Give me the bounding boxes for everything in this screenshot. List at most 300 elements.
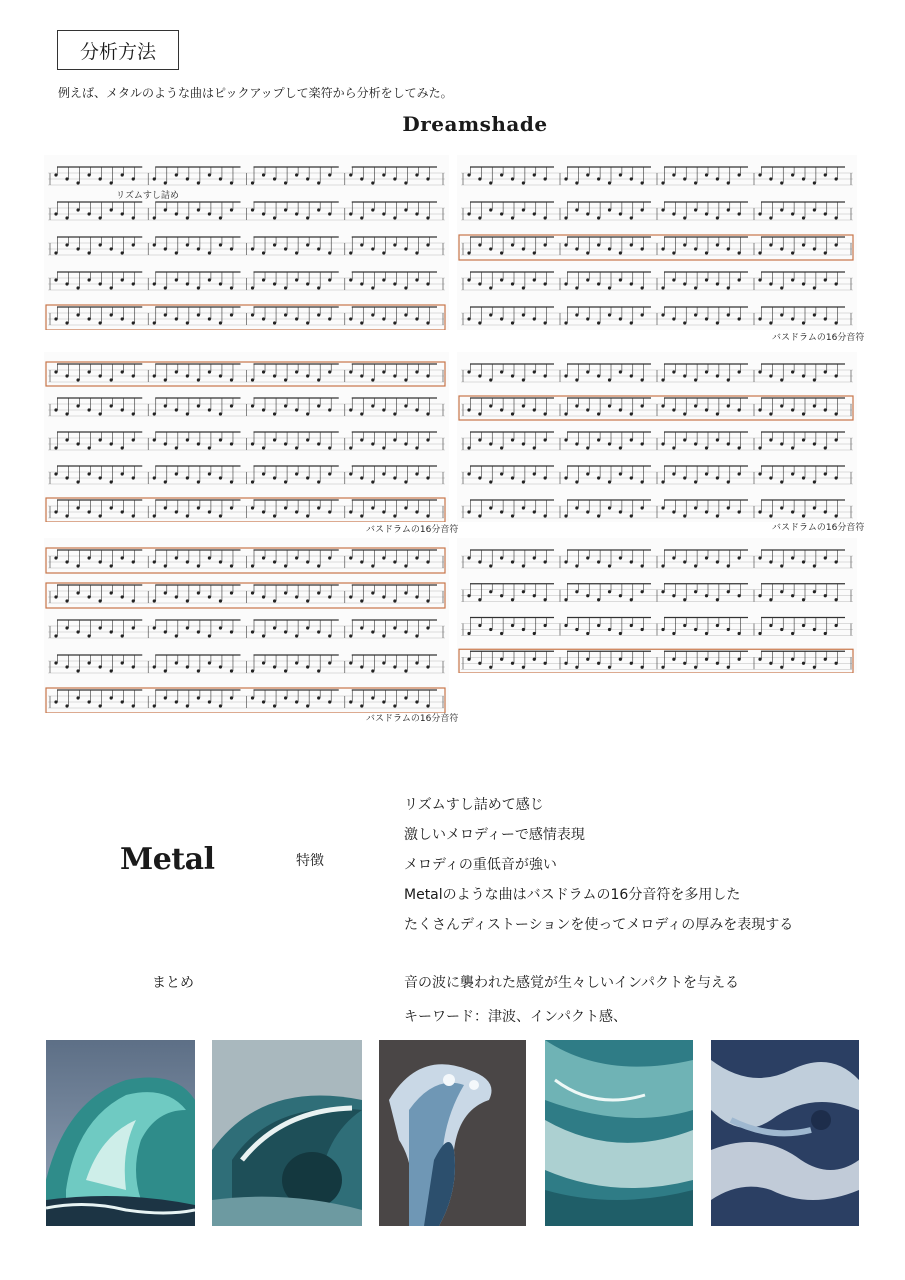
note-head (87, 634, 90, 637)
note-head (262, 173, 265, 176)
note-head (824, 556, 827, 559)
note-head (371, 442, 374, 445)
note-head (426, 216, 429, 219)
note-head (306, 177, 309, 180)
note-head (175, 700, 178, 703)
note-head (802, 662, 805, 665)
note-head (835, 438, 838, 441)
note-head (597, 243, 600, 246)
note-head (630, 476, 633, 479)
note-head (208, 634, 211, 637)
note-head (317, 696, 320, 699)
note-head (727, 628, 730, 631)
note-head (511, 476, 514, 479)
note-head (575, 286, 578, 289)
note-head (608, 247, 611, 250)
note-head (328, 278, 331, 281)
note-head (404, 669, 407, 672)
note-head (219, 704, 222, 707)
note-head (597, 624, 600, 627)
note-head (586, 446, 589, 449)
drum-score-panel-3 (44, 352, 449, 522)
note-head (802, 560, 805, 563)
note-head (54, 173, 57, 176)
note-head (371, 208, 374, 211)
note-head (415, 173, 418, 176)
note-head (533, 472, 536, 475)
note-head (544, 177, 547, 180)
note-head (415, 595, 418, 598)
note-head (489, 378, 492, 381)
note-head (564, 412, 567, 415)
note-head (522, 506, 525, 509)
note-head (295, 408, 298, 411)
note-head (716, 662, 719, 665)
note-head (153, 374, 156, 377)
note-head (597, 514, 600, 517)
note-head (349, 661, 352, 664)
note-head (564, 321, 567, 324)
note-head (813, 247, 816, 250)
note-head (824, 510, 827, 513)
note-head (110, 313, 113, 316)
note-head (317, 181, 320, 184)
note-head (835, 216, 838, 219)
note-head (197, 506, 200, 509)
note-head (608, 480, 611, 483)
note-head (415, 278, 418, 281)
note-head (153, 177, 156, 180)
note-head (404, 286, 407, 289)
note-head (641, 181, 644, 184)
note-head (317, 378, 320, 381)
note-head (99, 626, 102, 629)
note-head (672, 212, 675, 215)
note-head (544, 476, 547, 479)
note-head (489, 628, 492, 631)
note-head (415, 317, 418, 320)
note-head (87, 370, 90, 373)
note-head (478, 598, 481, 601)
note-head (489, 208, 492, 211)
note-head (87, 661, 90, 664)
note-head (349, 472, 352, 475)
note-head (99, 321, 102, 324)
note-head (121, 700, 124, 703)
note-head (54, 472, 57, 475)
note-head (630, 560, 633, 563)
note-head (99, 560, 102, 563)
note-head (694, 480, 697, 483)
note-head (500, 556, 503, 559)
note-head (121, 212, 124, 215)
note-head (738, 408, 741, 411)
note-head (76, 442, 79, 445)
note-head (295, 472, 298, 475)
note-head (738, 251, 741, 254)
note-head (404, 208, 407, 211)
note-head (619, 173, 622, 176)
note-head (835, 243, 838, 246)
note-head (522, 247, 525, 250)
note-head (317, 630, 320, 633)
note-head (791, 472, 794, 475)
note-head (306, 412, 309, 415)
note-head (121, 446, 124, 449)
note-head (415, 370, 418, 373)
note-head (415, 408, 418, 411)
note-head (780, 247, 783, 250)
note-head (835, 412, 838, 415)
note-head (284, 181, 287, 184)
note-head (393, 438, 396, 441)
note-head (641, 286, 644, 289)
note-head (835, 624, 838, 627)
note-head (415, 634, 418, 637)
rhythm-annotation: リズムすし詰め (116, 191, 179, 201)
note-head (575, 404, 578, 407)
note-head (219, 438, 222, 441)
note-head (716, 438, 719, 441)
note-head (672, 658, 675, 661)
note-head (586, 594, 589, 597)
note-head (219, 243, 222, 246)
note-head (295, 510, 298, 513)
note-head (328, 700, 331, 703)
note-head (597, 560, 600, 563)
note-head (197, 564, 200, 567)
note-head (328, 317, 331, 320)
note-head (426, 665, 429, 668)
note-head (802, 374, 805, 377)
feature-item: Metalのような曲はバスドラムの16分音符を多用した (404, 887, 741, 903)
note-head (835, 560, 838, 563)
note-head (262, 212, 265, 215)
note-head (186, 438, 189, 441)
note-head (780, 286, 783, 289)
note-head (295, 317, 298, 320)
note-head (382, 595, 385, 598)
note-head (619, 658, 622, 661)
note-head (153, 321, 156, 324)
feature-item: メロディの重低音が強い (404, 857, 557, 873)
note-head (813, 442, 816, 445)
note-head (393, 282, 396, 285)
note-head (511, 514, 514, 517)
note-head (683, 662, 686, 665)
note-head (415, 212, 418, 215)
note-head (705, 317, 708, 320)
note-head (780, 181, 783, 184)
note-head (608, 506, 611, 509)
note-head (467, 446, 470, 449)
note-head (533, 446, 536, 449)
note-head (705, 594, 708, 597)
drum-score-panel-5 (44, 538, 449, 713)
note-head (262, 472, 265, 475)
note-head (76, 247, 79, 250)
note-head (478, 321, 481, 324)
note-head (511, 177, 514, 180)
note-head (661, 378, 664, 381)
note-head (727, 480, 730, 483)
note-head (306, 374, 309, 377)
note-head (467, 556, 470, 559)
note-head (99, 282, 102, 285)
note-head (716, 216, 719, 219)
note-head (132, 412, 135, 415)
note-head (164, 247, 167, 250)
note-head (208, 510, 211, 513)
note-head (769, 216, 772, 219)
note-head (349, 408, 352, 411)
note-head (727, 564, 730, 567)
note-head (683, 177, 686, 180)
note-head (661, 313, 664, 316)
note-head (54, 446, 57, 449)
note-head (586, 278, 589, 281)
note-head (360, 216, 363, 219)
note-head (99, 177, 102, 180)
note-head (426, 704, 429, 707)
note-head (328, 446, 331, 449)
note-head (371, 404, 374, 407)
note-head (575, 181, 578, 184)
note-head (672, 173, 675, 176)
note-head (87, 510, 90, 513)
note-head (738, 173, 741, 176)
note-head (273, 321, 276, 324)
note-head (791, 446, 794, 449)
note-head (87, 317, 90, 320)
note-head (727, 404, 730, 407)
note-head (371, 506, 374, 509)
note-head (360, 476, 363, 479)
note-head (273, 514, 276, 517)
note-head (99, 412, 102, 415)
note-head (511, 282, 514, 285)
note-head (110, 286, 113, 289)
note-head (87, 212, 90, 215)
note-head (295, 251, 298, 254)
note-head (415, 472, 418, 475)
note-head (306, 476, 309, 479)
note-head (54, 556, 57, 559)
note-head (478, 476, 481, 479)
note-head (219, 216, 222, 219)
note-head (694, 404, 697, 407)
note-head (371, 630, 374, 633)
note-head (175, 370, 178, 373)
note-head (694, 564, 697, 567)
note-head (544, 216, 547, 219)
note-head (121, 472, 124, 475)
note-head (824, 370, 827, 373)
note-head (230, 404, 233, 407)
note-head (683, 514, 686, 517)
note-head (608, 181, 611, 184)
note-head (87, 700, 90, 703)
note-head (533, 632, 536, 635)
note-head (727, 442, 730, 445)
note-head (284, 208, 287, 211)
note-head (54, 595, 57, 598)
note-head (564, 624, 567, 627)
note-head (780, 480, 783, 483)
note-head (219, 374, 222, 377)
note-head (349, 278, 352, 281)
note-head (121, 370, 124, 373)
note-head (208, 251, 211, 254)
note-head (694, 442, 697, 445)
note-head (230, 247, 233, 250)
note-head (597, 476, 600, 479)
note-head (769, 476, 772, 479)
note-head (175, 634, 178, 637)
note-head (544, 321, 547, 324)
note-head (76, 506, 79, 509)
wave-photo-3 (379, 1040, 526, 1226)
note-head (769, 177, 772, 180)
note-head (683, 598, 686, 601)
note-head (328, 510, 331, 513)
note-head (641, 628, 644, 631)
note-head (802, 243, 805, 246)
note-head (575, 628, 578, 631)
note-head (65, 514, 68, 517)
note-head (672, 408, 675, 411)
note-head (164, 286, 167, 289)
note-head (824, 251, 827, 254)
note-head (65, 626, 68, 629)
note-head (791, 408, 794, 411)
note-head (511, 216, 514, 219)
note-head (694, 286, 697, 289)
summary-statement: 音の波に襲われた感覚が生々しいインパクトを与える (404, 975, 740, 991)
note-head (489, 313, 492, 316)
features-list (404, 790, 793, 940)
note-head (467, 658, 470, 661)
note-head (186, 514, 189, 517)
note-head (426, 321, 429, 324)
note-head (110, 506, 113, 509)
note-head (758, 510, 761, 513)
note-head (295, 173, 298, 176)
note-head (672, 317, 675, 320)
bass-drum-caption-1: バスドラムの16分音符 (772, 333, 865, 343)
note-head (641, 378, 644, 381)
note-head (802, 321, 805, 324)
note-head (738, 446, 741, 449)
note-head (500, 510, 503, 513)
note-head (121, 408, 124, 411)
note-head (511, 438, 514, 441)
note-head (284, 480, 287, 483)
note-head (630, 243, 633, 246)
note-head (186, 599, 189, 602)
note-head (716, 177, 719, 180)
note-head (382, 212, 385, 215)
note-head (619, 472, 622, 475)
note-head (630, 662, 633, 665)
note-head (511, 560, 514, 563)
features-label: 特徴 (296, 853, 324, 869)
note-head (727, 208, 730, 211)
note-head (415, 556, 418, 559)
note-head (641, 666, 644, 669)
note-head (65, 374, 68, 377)
note-head (575, 442, 578, 445)
note-head (110, 480, 113, 483)
note-head (608, 590, 611, 593)
note-head (306, 665, 309, 668)
note-head (76, 669, 79, 672)
note-head (791, 632, 794, 635)
note-head (230, 480, 233, 483)
note-head (835, 598, 838, 601)
note-head (153, 438, 156, 441)
note-head (705, 658, 708, 661)
note-head (230, 286, 233, 289)
note-head (738, 632, 741, 635)
note-head (511, 321, 514, 324)
note-head (54, 700, 57, 703)
note-head (586, 408, 589, 411)
note-head (705, 251, 708, 254)
note-head (65, 704, 68, 707)
note-head (802, 412, 805, 415)
note-head (813, 480, 816, 483)
note-head (251, 506, 254, 509)
note-head (597, 177, 600, 180)
note-head (153, 216, 156, 219)
note-head (694, 506, 697, 509)
note-head (489, 442, 492, 445)
note-head (164, 442, 167, 445)
note-head (230, 696, 233, 699)
note-head (317, 480, 320, 483)
summary-label: まとめ (152, 975, 194, 991)
note-head (533, 278, 536, 281)
note-head (306, 514, 309, 517)
note-head (641, 247, 644, 250)
note-head (132, 476, 135, 479)
note-head (694, 247, 697, 250)
note-head (738, 278, 741, 281)
note-head (262, 317, 265, 320)
note-head (769, 624, 772, 627)
metal-logo: Metal (120, 842, 215, 877)
note-head (769, 662, 772, 665)
note-head (641, 208, 644, 211)
note-head (758, 212, 761, 215)
note-head (586, 556, 589, 559)
note-head (769, 560, 772, 563)
note-head (164, 669, 167, 672)
note-head (262, 661, 265, 664)
note-head (511, 374, 514, 377)
note-head (404, 696, 407, 699)
note-head (230, 564, 233, 567)
note-head (705, 632, 708, 635)
note-head (683, 321, 686, 324)
note-head (99, 599, 102, 602)
note-head (251, 181, 254, 184)
note-head (273, 282, 276, 285)
note-head (197, 591, 200, 594)
note-head (522, 628, 525, 631)
note-head (230, 669, 233, 672)
